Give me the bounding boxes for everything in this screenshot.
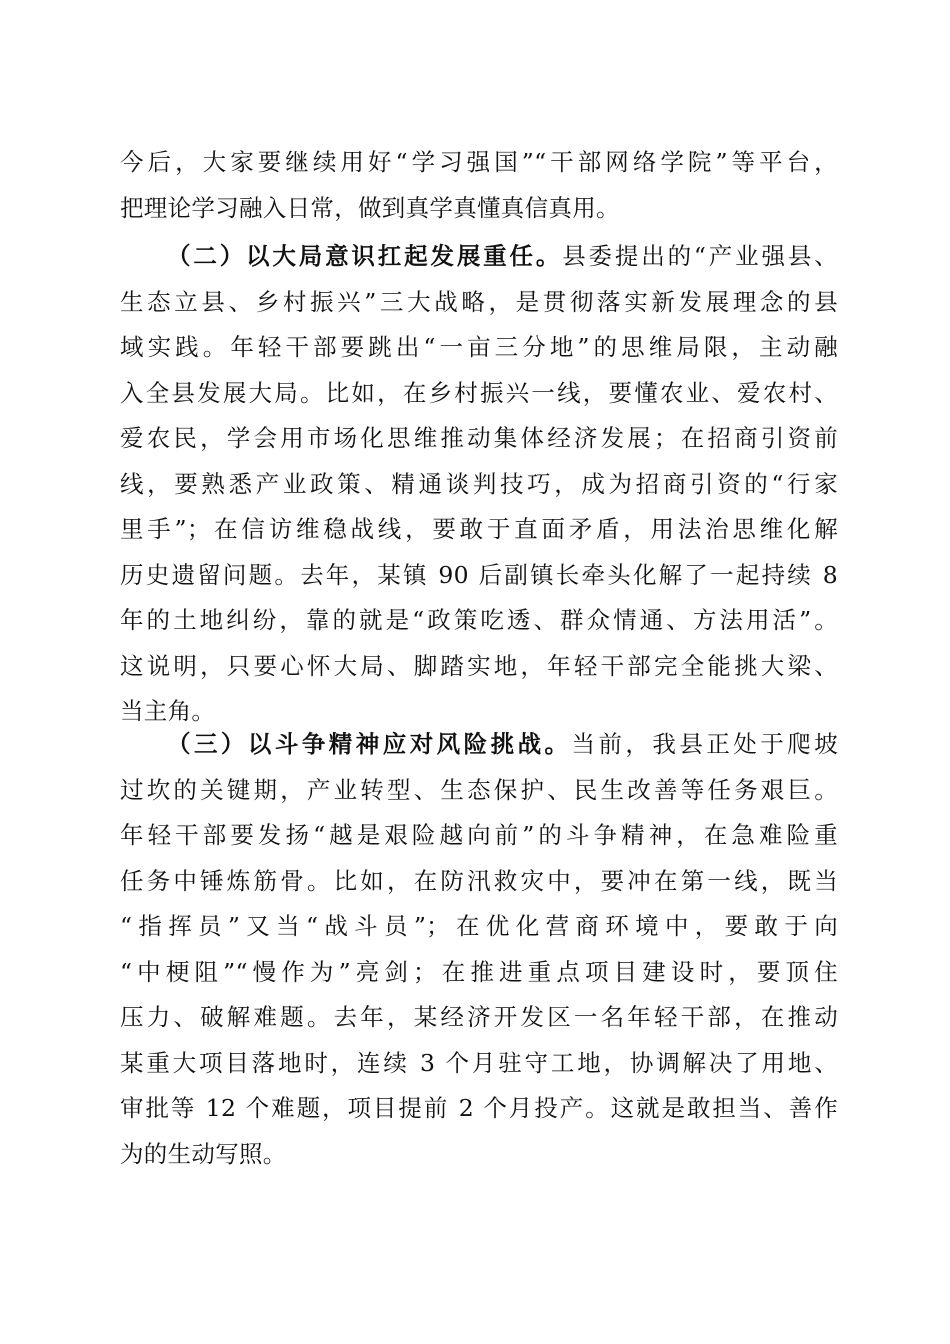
text-line: 线，要熟悉产业政策、精通谈判技巧，成为招商引资的“行家 [120,469,838,498]
section-paragraph-2 [120,234,838,735]
text-line: 入全县发展大局。比如，在乡村振兴一线，要懂农业、爱农村、 [120,378,838,407]
text-line: 今后，大家要继续用好“学习强国”“干部网络学院”等平台， [120,148,838,176]
text-line: 压力、破解难题。去年，某经济开发区一名年轻干部，在推动 [120,1003,838,1031]
text-line: 里手”；在信访维稳战线，要敢于直面矛盾，用法治思维化解 [120,515,838,543]
text-line: 审批等 12 个难题，项目提前 2 个月投产。这就是敢担当、善作 [120,1094,838,1122]
text-line: “指挥员”又当“战斗员”；在优化营商环境中，要敢于向 [120,912,838,940]
text-line: 任务中锤炼筋骨。比如，在防汛救灾中，要冲在第一线，既当 [120,866,838,895]
text-line: 把理论学习融入日常，做到真学真懂真信真用。 [120,193,620,222]
text-run: 当前，我县正处于爬坡 [571,730,838,758]
text-line: 这说明，只要心怀大局、脚踏实地，年轻干部完全能挑大梁、 [120,651,838,680]
paragraph-first-line [120,722,838,768]
section-paragraph-3 [120,722,838,1177]
text-line: “中梗阻”“慢作为”亮剑；在推进重点项目建设时，要顶住 [120,957,838,986]
section-heading: （三）以斗争精神应对风险挑战。 [167,730,572,758]
text-line: 某重大项目落地时，连续 3 个月驻守工地，协调解决了用地、 [120,1048,838,1077]
text-line: 为的生动写照。 [120,1139,287,1168]
text-line: 年的土地纠纷，靠的就是“政策吃透、群众情通、方法用活”。 [120,606,838,634]
text-line: 生态立县、乡村振兴”三大战略，是贯彻落实新发展理念的县 [120,287,838,316]
paragraph-continuation [120,140,838,231]
text-line: 年轻干部要发扬“越是艰险越向前”的斗争精神，在急难险重 [120,821,838,849]
text-line: 当主角。 [120,697,216,725]
section-heading: （二）以大局意识扛起发展重任。 [167,242,563,270]
text-line: 过坎的关键期，产业转型、生态保护、民生改善等任务艰巨。 [120,775,838,804]
paragraph-first-line [120,234,838,280]
text-line: 爱农民，学会用市场化思维推动集体经济发展；在招商引资前 [120,424,838,452]
text-run: 县委提出的“产业强县、 [562,242,838,270]
text-line: 历史遗留问题。去年，某镇 90 后副镇长牵头化解了一起持续 8 [120,560,838,589]
text-line: 域实践。年轻干部要跳出“一亩三分地”的思维局限，主动融 [120,333,838,361]
